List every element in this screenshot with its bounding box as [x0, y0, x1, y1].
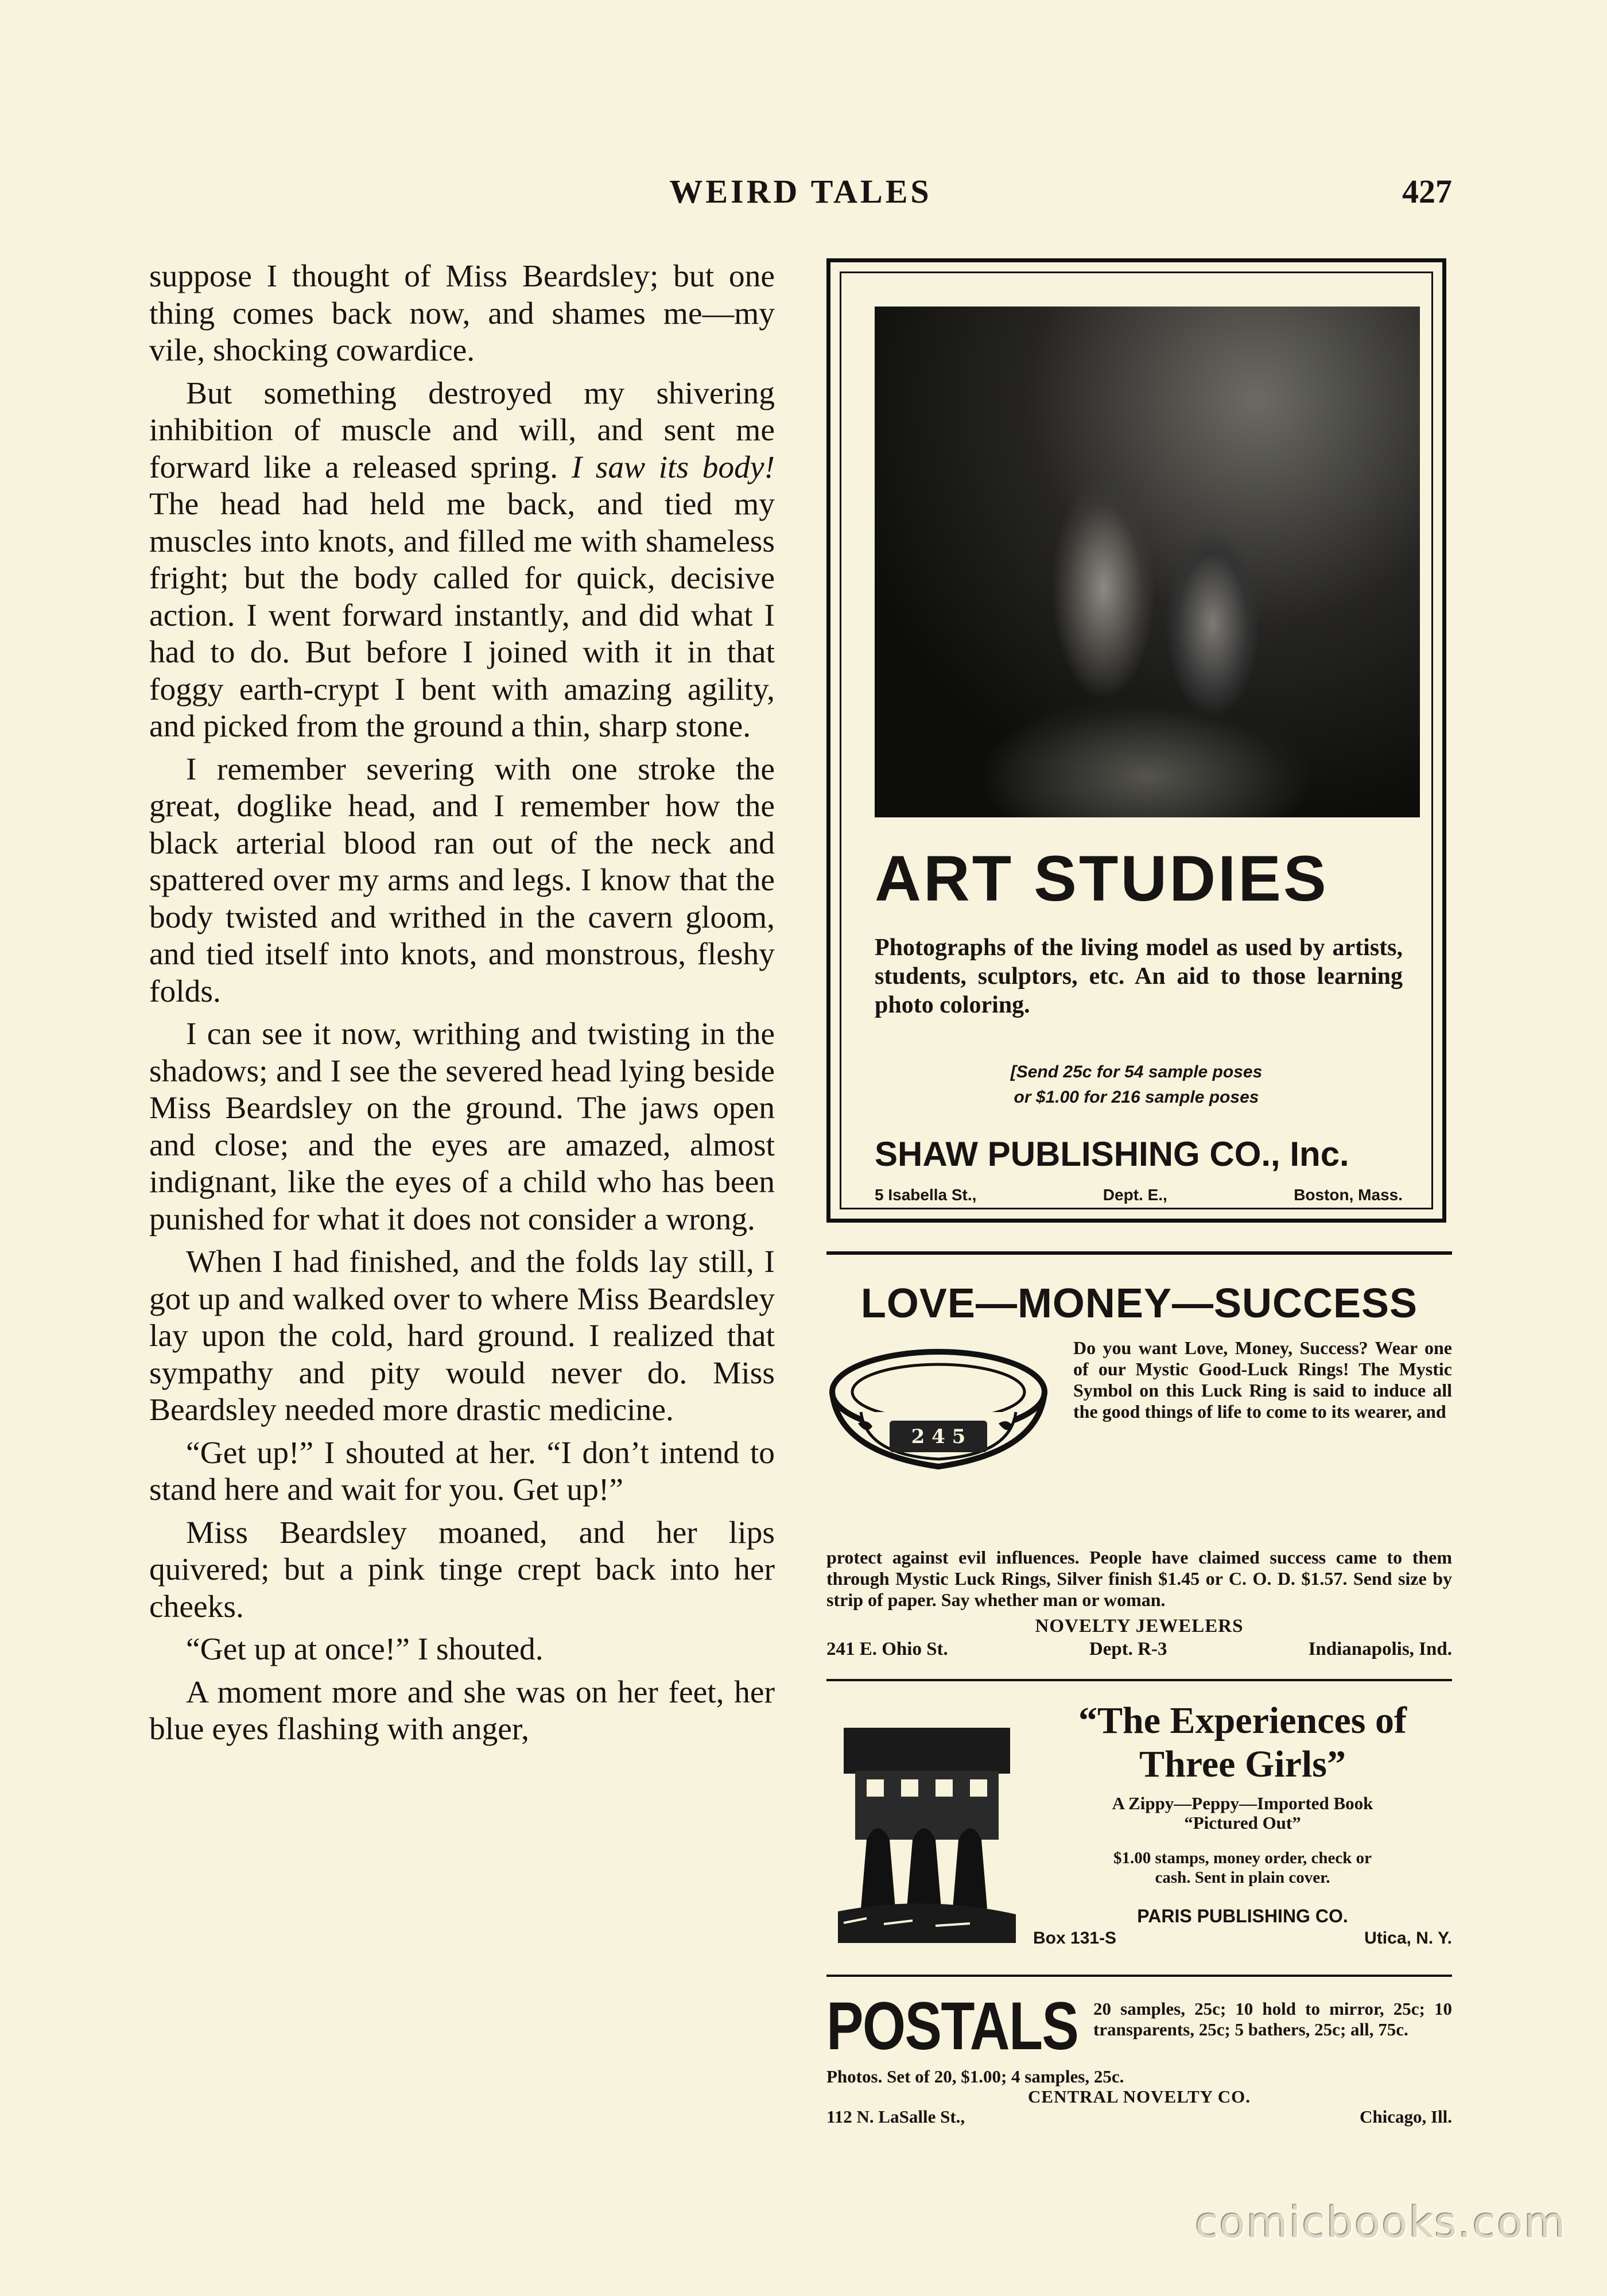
story-paragraph: When I had finished, and the folds lay still, I got up and walked over to where Miss Beardsley lay upon the cold, hard ground. I realized that sympathy and pity would never do. Miss Beardsley needed more drastic medicine. [149, 1244, 775, 1428]
postals-ad-company: CENTRAL NOVELTY CO. [1028, 2086, 1251, 2107]
book-illustration [832, 1716, 1022, 1946]
story-text: But something destroyed my shivering inhibition of muscle and will, and sent me forward like a released spring. [149, 375, 775, 485]
love-ad-text: Do you want Love, Money, Success? Wear one of our Mystic Good-Luck Rings! The Mystic Symbol on this Luck Ring is said to induce all the good things of life to come to its wearer, and [1073, 1337, 1452, 1422]
address-city: Chicago, Ill. [1359, 2107, 1452, 2127]
address-city: Boston, Mass. [1294, 1186, 1403, 1204]
art-ad-offer [841, 1060, 1431, 1110]
book-ad-subtitle [1033, 1794, 1452, 1833]
postals-ad-text-continued: Photos. Set of 20, $1.00; 4 samples, 25c. [826, 2066, 1124, 2086]
postals-ad-address [826, 2107, 1452, 2127]
postals-ad-text: 20 samples, 25c; 10 hold to mirror, 25c; 10 transparents, 25c; 5 bathers, 25c; all, 75c. [1093, 1999, 1452, 2039]
running-title: WEIRD TALES [669, 173, 932, 210]
luck-ring-ad [826, 1280, 1452, 1659]
art-photo [875, 307, 1420, 817]
art-ad-address [875, 1186, 1403, 1204]
postals-ad-title: POSTALS [826, 1988, 1078, 2064]
book-subtitle-line: “Pictured Out” [1184, 1813, 1301, 1833]
love-ad-address [826, 1639, 1452, 1660]
art-ad-company: SHAW PUBLISHING CO., Inc. [875, 1135, 1349, 1173]
story-paragraph: A moment more and she was on her feet, her blue eyes flashing with anger, [149, 1674, 775, 1747]
address-city: Utica, N. Y. [1364, 1929, 1452, 1948]
love-ad-title: LOVE—MONEY—SUCCESS [860, 1281, 1418, 1327]
story-paragraph: “Get up at once!” I shouted. [186, 1632, 544, 1667]
page-header [149, 172, 1452, 218]
ad-divider [826, 1975, 1452, 1977]
story-paragraph: I can see it now, writhing and twisting in the shadows; and I see the severed head lying beside Miss Beardsley on the ground. The jaws open and close; and the eyes are amazed, almost indignant, like the eyes of a child who has been punished for what it does not consider a wrong. [149, 1017, 775, 1237]
book-price-line: cash. Sent in plain cover. [1155, 1868, 1330, 1887]
story-text: The head had held me back, and tied my muscles into knots, and filled me with shameless fright; but the body called for quick, decisive action. I went forward instantly, and did what I had to do. But before I joined with it in that foggy earth-crypt I bent with amazing agility, and picked from the ground a thin, sharp stone. [149, 487, 775, 744]
story-paragraph: Miss Beardsley moaned, and her lips quivered; but a pink tinge crept back into her cheeks. [149, 1515, 775, 1624]
address-dept: Dept. R-3 [1089, 1639, 1167, 1659]
story-italic-text: I saw its body! [571, 449, 775, 485]
address-street: 112 N. LaSalle St., [826, 2107, 965, 2127]
ring-symbol: 2 4 5 [911, 1425, 966, 1448]
art-ad-title: ART STUDIES [875, 843, 1329, 914]
three-girls-book-ad [826, 1699, 1452, 1963]
love-ad-company: NOVELTY JEWELERS [1035, 1616, 1244, 1636]
book-ad-company: PARIS PUBLISHING CO. [1137, 1906, 1348, 1926]
art-ad-description: Photographs of the living model as used by artists, students, sculptors, etc. An aid to those learning photo coloring. [875, 934, 1403, 1018]
book-title-line: Three Girls” [1139, 1743, 1346, 1785]
art-ad-inner-border [840, 272, 1433, 1209]
book-subtitle-line: A Zippy—Peppy—Imported Book [1112, 1793, 1373, 1813]
story-column [149, 258, 775, 1754]
story-paragraph: I remember severing with one stroke the great, doglike head, and I remember how the black arterial blood ran out of the neck and spattered over my arms and legs. I know that the body twisted and writhed in the cavern gloom, and tied itself into knots, and monstrous, fleshy folds. [149, 751, 775, 1009]
book-ad-address [1033, 1929, 1452, 1948]
story-paragraph: “Get up!” I shouted at her. “I don’t intend to stand here and wait for you. Get up!” [149, 1435, 775, 1507]
address-dept: Dept. E., [1103, 1186, 1167, 1204]
book-ad-price [1033, 1848, 1452, 1887]
ad-divider [826, 1251, 1452, 1255]
postals-ad [826, 1988, 1452, 2141]
page-number: 427 [1402, 173, 1452, 210]
address-box: Box 131-S [1033, 1929, 1117, 1948]
address-street: 241 E. Ohio St. [826, 1639, 948, 1659]
ring-illustration [826, 1337, 1050, 1475]
story-paragraph [149, 375, 775, 746]
address-city: Indianapolis, Ind. [1308, 1639, 1452, 1659]
art-ad-offer-line: [Send 25c for 54 sample poses [1010, 1062, 1263, 1081]
ad-divider [826, 1679, 1452, 1681]
art-ad-offer-line: or $1.00 for 216 sample poses [1014, 1088, 1259, 1107]
book-ad-title [1033, 1699, 1452, 1786]
story-paragraph: suppose I thought of Miss Beardsley; but one thing comes back now, and shames me—my vile, shocking cowardice. [149, 259, 775, 368]
address-street: 5 Isabella St., [875, 1186, 977, 1204]
book-title-line: “The Experiences of [1078, 1700, 1407, 1742]
watermark: comicbooks.com [1195, 2198, 1567, 2248]
book-price-line: $1.00 stamps, money order, check or [1113, 1849, 1372, 1867]
art-studies-ad [826, 258, 1446, 1223]
love-ad-text-continued: protect against evil influences. People have claimed success came to them through Mystic Luck Rings, Silver finish $1.45 or C. O. D. $1.57. Send size by strip of paper. Say whether man or woman. [826, 1547, 1452, 1610]
